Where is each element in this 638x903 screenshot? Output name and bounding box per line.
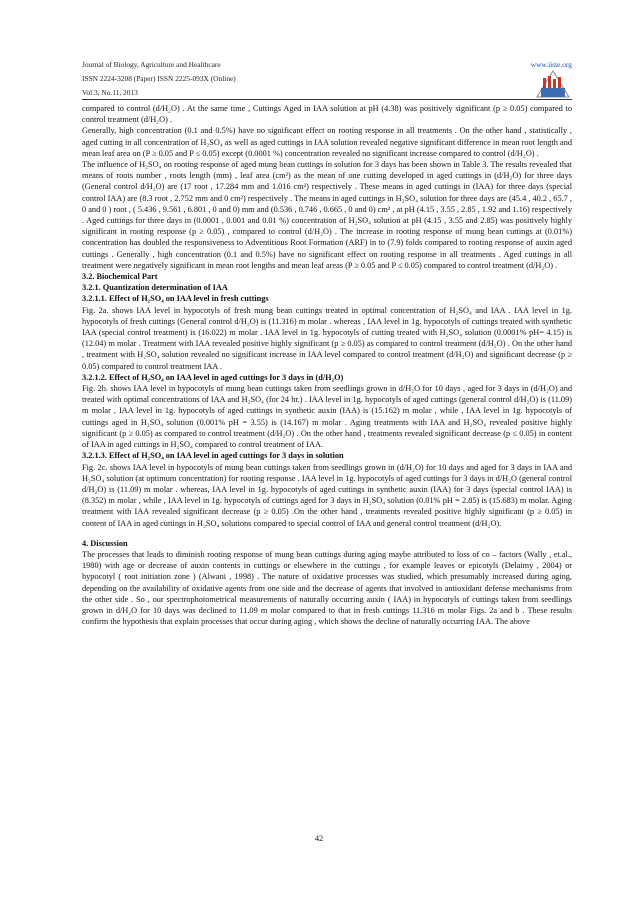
section-heading-discussion: 4. Discussion [82,538,128,548]
header-rule [82,99,572,100]
page-number: 42 [314,834,324,843]
section-heading-3-2-1-3: 3.2.1.3. Effect of H₂SO₄ on IAA level in aged cuttings for 3 days in solution [82,451,344,461]
section-text-3-2-1-1: Fig. 2a. shows IAA level in hypocotyls of fresh mung bean cuttings treated in optimal concentration of H₂SO₄ and IAA . IAA level in 1g. hypocotyls of fresh cuttings (General control d/H₂O) is (11.316) m molar . whereas , IAA level in 1g. hypocotyls of cuttings treated with synthetic IAA (special control treatment) is (16.022) m molar . IAA level in 1g. hypocotyls of cutting treated with H₂SO₄ solution (0.0001% pH= 4.15) is (12.04) m molar . Treatment with IAA revealed positive highly significant (p ≥ 0.05) as compared to control treatment (d/H₂O) . On the other hand , treatment with H₂SO₄ solution revealed no significant increase in IAA level compared to control treatment (d/H₂O) and significant decrease (p ≥ 0.05) compared to control treatment IAA . [82,305,572,371]
journal-name: Journal of Biology, Agriculture and Healthcare [82,60,221,69]
section-text-3-2-1-3: Fig. 2c. shows IAA level in hypocotyls of mung bean cuttings taken from seedlings grown in (d/H₂O) for 10 days and aged for 3 days in IAA and H₂SO₄ solution (at optimum concentration) for rooting response . IAA level in 1g. hypocotyls of aged cuttings for 3 days in d/H₂O (general control d/H₂O) is (11.09) m molar . whereas, IAA level in 1g. hypocotyls of aged cuttings in synthetic auxin (IAA) for 3 days (special control IAA) is (8.352) m molar , while , IAA level in 1g. hypocotyls of cuttings aged for 3 days in H₂SO₄ solution (0.01% pH = 2.85) is (15.683) m molar. Aging treatment with IAA revealed significant decrease (p ≥ 0.05) .On the other hand , treatments revealed positive highly significant (p ≥ 0.05) in content of IAA in aged cuttings in H₂SO₄ solutions compared to special control of IAA and general control treatment (d/H₂O). [82,462,572,528]
section-heading-3-2-1-1: 3.2.1.1. Effect of H₂SO₄ on IAA level in fresh cuttings [82,294,269,304]
iiste-logo [535,70,571,100]
section-heading-3-2-1: 3.2.1. Quantization determination of IAA [82,283,228,293]
journal-url-link[interactable]: www.iiste.org [530,60,572,69]
section-heading-3-2-1-2: 3.2.1.2. Effect of H₂SO₄ on IAA level in aged cuttings for 3 days in (d/H₂O) [82,372,344,382]
article-body [82,103,572,627]
section-spacer [82,529,572,538]
issn-line: ISSN 2224-3208 (Paper) ISSN 2225-093X (Online) [82,74,236,83]
paragraph-3: The influence of H₂SO₄ on rooting response of aged mung bean cuttings in solution for 3 days has been shown in Table 3. The results revealed that means of roots number , roots length (mm) , leaf area (cm²) as the mean of one cutting developed in aged cuttings in (d/H₂O) for three days (General control d/H₂O) are (17 root , 17.284 mm and 1.016 cm²) respectively . These means in aged cuttings in (IAA) for three days (special control IAA) are (8.3 root , 2.752 mm and 0 cm²) respectively . The means in aged cuttings in H₂SO₄ solution for three days are (45.4 , 40.2 , 65.7 , 0 and 0 ) root , ( 5.436 , 9.561 , 6.801 , 0 and 0) mm and (0.536 , 0.746 , 0.665 , 0 and 0) cm² , at pH (4.15 , 3.55 , 2.85 , 1.92 and 1.16) respectively . Aged cuttings for three days in (0.0001 , 0.001 and 0.01 %) concentration of H₂SO₄ solution at pH (4.15 , 3.55 and 2.85) was positively highly significant in rooting response (p ≥ 0.05) , compared to control (d/H₂O) . The increase in rooting response of mung bean cuttings at (0.01%) concentration has doubled the responsiveness to Adventitious Root Formation (ARF) in to (7.9) folds compared to rooting response of auxin aged cuttings . Generally , high concentration (0.1 and 0.5%) have no significant effect on rooting response in all treatments . Aged cuttings in all treatment were negatively significant in mean root lengths and mean leaf areas (P ≥ 0.05 and P ≤ 0.05) compared to control treatment (d/H₂O) . [82,160,572,270]
paragraph-2: Generally, high concentration (0.1 and 0.5%) have no significant effect on rooting response in all treatments . On the other hand , statistically , aged cutting in all concentration of H₂SO₄ as well as aged cuttings in IAA solution revealed negative significant difference in mean root length and mean leaf area on (P ≥ 0.05 and P ≤ 0.05) except (0.0001 %) concentration revealed no significant increase compared to control (d/H₂O) . [82,126,572,158]
section-text-discussion: The processes that leads to diminish rooting response of mung bean cuttings during aging maybe attributed to loss of co – factors (Wally , et.al., 1980) with age or decrease of auxin contents in cuttings or elsewhere in the cuttings , for example leaves or epicotyls (Delaimy , 2004) or hypocotyl ( root initiation zone ) (Alwani , 1998) . The nature of oxidative processes was studied, which presumably increased during aging, depending on the availability of oxidative agents from one side and the decrease of agents that involved in antioxidant defense mechanisms from the other side . So , our spectrophotometrical measurements of naturally occurring auxin ( IAA) in hypocotyls of cuttings taken from seedlings grown in d/H₂O for 10 days was declined to 11.09 m molar compared to that in fresh cuttings 11.316 m molar Figs. 2a and b . These results confirm the hypothesis that explain processes that occur during aging , which shows the decline of naturally occurring IAA. The above [82,549,572,627]
volume-line: Vol.3, No.11, 2013 [82,88,138,97]
section-text-3-2-1-2: Fig. 2b. shows IAA level in hypocotyls of mung bean cuttings taken from seedlings grown in d/H₂O for 10 days , aged for 3 days in (d/H₂O) and treated with optimal concentrations of IAA and H₂SO₄ (for 24 hr.) . IAA level in 1g. hypocotyls of aged cuttings (general control d/H₂O) is (11.09) m molar , IAA level in 1g. hypocotyls of aged cuttings in synthetic auxin (IAA) is (15.162) m molar , while , IAA level in 1g. hypocotyls of cuttings aged in H₂SO₄ solution (0.001% pH = 3.55) is (14.167) m molar . Aging treatments with IAA and H₂SO₄ revealed positive highly significant (p ≥ 0.05) as compared to control treatment (d/H₂O) . On the other hand , treatments revealed significant decrease (p ≤ 0.05) in content of IAA in aged cuttings in H₂SO₄ compared to control treatment of IAA. [82,384,572,450]
paragraph-1: compared to control (d/H₂O) . At the same time , Cuttings Aged in IAA solution at pH (4.38) was positively significant (p ≥ 0.05) compared to control treatment (d/H₂O) . [82,104,572,125]
section-heading-3-2: 3.2. Biochemical Part [82,272,158,282]
